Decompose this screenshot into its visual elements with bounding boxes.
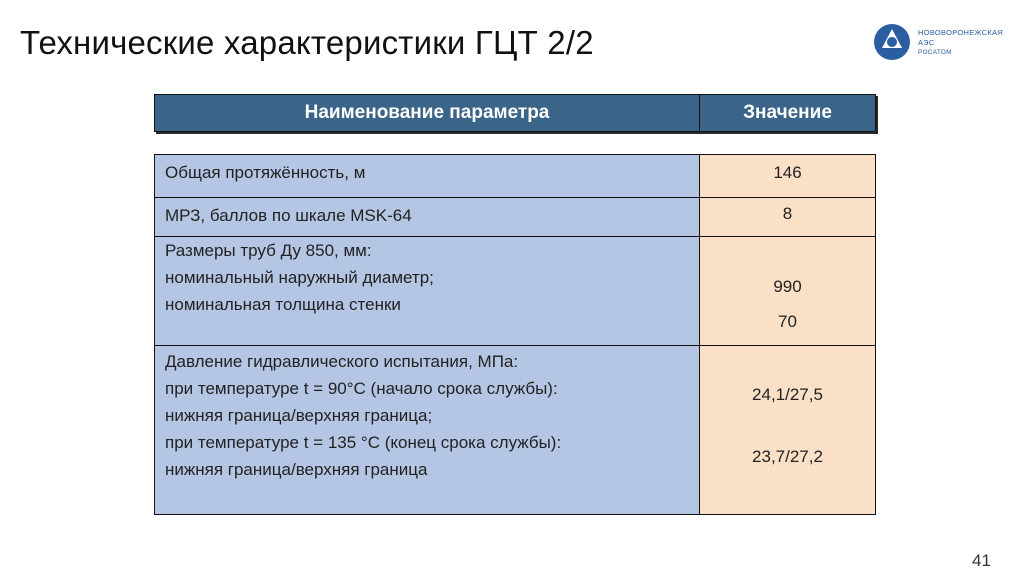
param-line: номинальная толщина стенки — [165, 295, 401, 314]
table-row — [155, 346, 875, 514]
value-cell — [700, 155, 875, 197]
param-line: Давление гидравлического испытания, МПа: — [165, 352, 519, 371]
parameters-table — [154, 154, 876, 515]
param-line: Общая протяжённость, м — [165, 163, 366, 182]
param-line: Размеры труб Ду 850, мм: — [165, 241, 372, 260]
param-cell — [155, 198, 700, 236]
param-line: нижняя граница/верхняя граница — [165, 460, 428, 479]
param-cell — [155, 237, 700, 345]
slide-title: Технические характеристики ГЦТ 2/2 — [20, 24, 594, 61]
param-cell — [155, 155, 700, 197]
table-row — [155, 198, 875, 237]
table-row — [155, 237, 875, 346]
value-text: 24,1/27,5 — [752, 385, 823, 404]
logo-text — [918, 28, 1003, 58]
value-text: 990 — [773, 277, 802, 296]
header-value: Значение — [743, 102, 832, 123]
value-text: 8 — [782, 204, 793, 223]
logo-line-3: РОСАТОМ — [918, 49, 952, 56]
value-text: 70 — [778, 312, 797, 331]
param-line: номинальный наружный диаметр; — [165, 268, 434, 287]
table-header — [154, 94, 876, 132]
param-line: нижняя граница/верхняя граница; — [165, 406, 433, 425]
page-number: 41 — [972, 551, 991, 570]
value-cell — [700, 346, 875, 514]
param-cell — [155, 346, 700, 514]
param-line: МРЗ, баллов по шкале MSK-64 — [165, 206, 412, 225]
value-cell — [700, 237, 875, 345]
logo-line-2: АЭС — [918, 38, 935, 47]
rosatom-logo-icon — [872, 22, 912, 62]
value-text: 146 — [773, 163, 802, 182]
header-param: Наименование параметра — [155, 95, 700, 131]
logo-line-1: НОВОВОРОНЕЖСКАЯ — [918, 28, 1004, 37]
value-cell — [700, 198, 875, 236]
param-line: при температуре t = 90°С (начало срока службы): — [165, 379, 558, 398]
logo — [872, 22, 1012, 66]
value-text: 23,7/27,2 — [752, 447, 823, 466]
table-row — [155, 155, 875, 198]
param-line: при температуре t = 135 °С (конец срока службы): — [165, 433, 562, 452]
